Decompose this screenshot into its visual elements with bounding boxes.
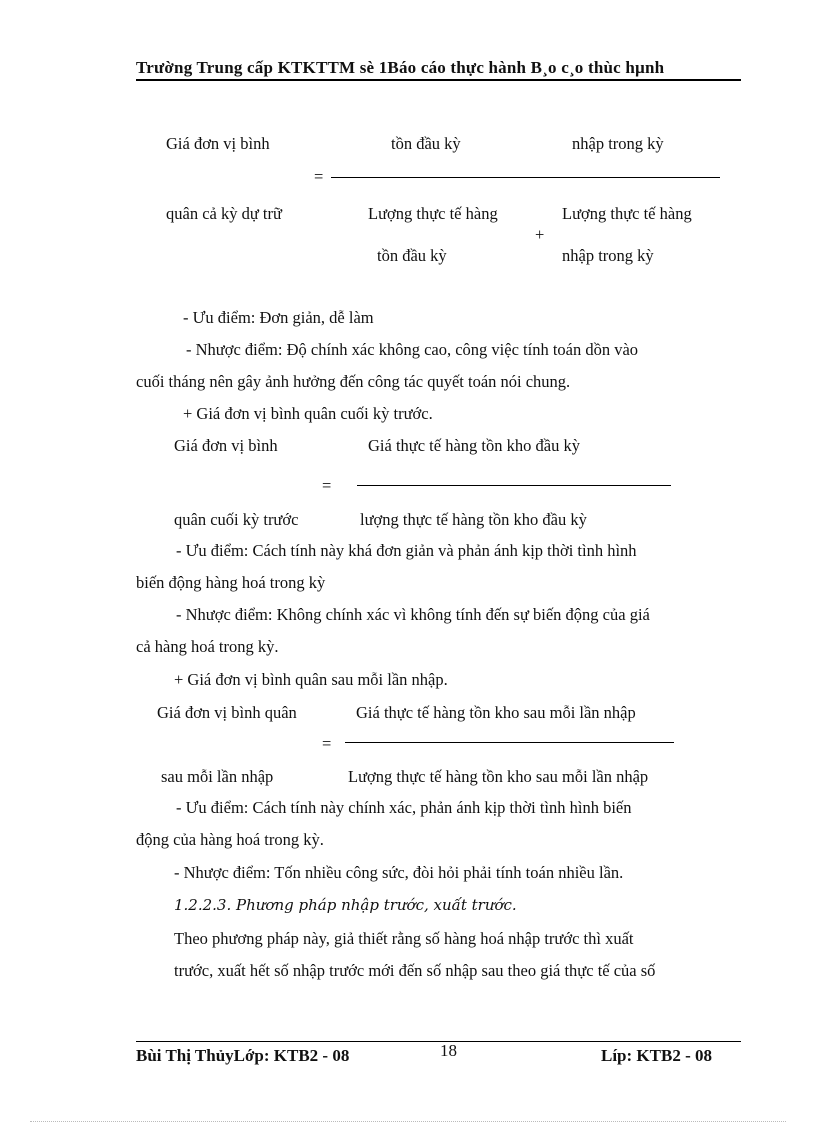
- body-paragraph: [174, 923, 738, 955]
- disadvantage-2-line2: cả hàng hoá trong kỳ.: [136, 637, 279, 656]
- disadvantage-3: - Nhược điểm: Tốn nhiều công sức, đòi hỏi phải tính toán nhiều lần.: [174, 863, 624, 882]
- method-2-heading: + Giá đơn vị bình quân cuối kỳ trước.: [183, 404, 433, 423]
- body-paragraph-line2: trước, xuất hết số nhập trước mới đến số nhập sau theo giá thực tế của số: [174, 961, 656, 980]
- formula1-denominator-a-line1: Lượng thực tế hàng: [368, 204, 498, 223]
- footer-rule: [136, 1041, 741, 1042]
- formula3-left-top: Giá đơn vị bình quân: [157, 703, 297, 722]
- formula2-denominator: lượng thực tế hàng tồn kho đầu kỳ: [360, 510, 587, 529]
- formula1-fraction-line: [331, 177, 720, 178]
- disadvantage-2-line1: - Nhược điểm: Không chính xác vì không tính đến sự biến động của giá: [176, 605, 650, 624]
- page-header: Trường Trung cấp KTKTTM sè 1Báo cáo thực hành B¸o c¸o thùc hµnh: [136, 58, 665, 77]
- body-paragraph-line1: Theo phương pháp này, giả thiết rằng số hàng hoá nhập trước thì xuất: [174, 929, 634, 948]
- advantage-3-line1: - Ưu điểm: Cách tính này chính xác, phản ánh kịp thời tình hình biến: [176, 798, 632, 817]
- advantage-3-line2: động của hàng hoá trong kỳ.: [136, 830, 324, 849]
- advantage-3: [136, 792, 738, 824]
- disadvantage-1: [136, 334, 738, 366]
- formula1-denominator-b-line2: nhập trong kỳ: [562, 246, 654, 265]
- formula2-numerator: Giá thực tế hàng tồn kho đầu kỳ: [368, 436, 580, 455]
- disadvantage-2: [136, 599, 738, 631]
- formula1-denominator-a-line2: tồn đầu kỳ: [377, 246, 447, 265]
- advantage-2-line2: biến động hàng hoá trong kỳ: [136, 573, 326, 592]
- disadvantage-1-line2: cuối tháng nên gây ảnh hưởng đến công tác quyết toán nói chung.: [136, 372, 571, 391]
- formula3-equals: =: [322, 734, 332, 753]
- formula1-left-top: Giá đơn vị bình: [166, 134, 270, 153]
- formula2-equals: =: [322, 476, 332, 495]
- section-heading: 1.2.2.3. Phương pháp nhập trước, xuất trước.: [174, 896, 517, 914]
- advantage-1: - Ưu điểm: Đơn giản, dễ làm: [183, 308, 374, 327]
- formula1-denominator-b-line1: Lượng thực tế hàng: [562, 204, 692, 223]
- formula3-left-bottom: sau mỗi lần nhập: [161, 767, 274, 786]
- page-edge-dots: [30, 1121, 786, 1122]
- footer-class-right: Líp: KTB2 - 08: [601, 1046, 712, 1065]
- advantage-2: [136, 535, 738, 567]
- formula2-fraction-line: [357, 485, 671, 486]
- formula3-denominator: Lượng thực tế hàng tồn kho sau mỗi lần nhập: [348, 767, 649, 786]
- formula1-equals: =: [314, 167, 324, 186]
- header-rule: [136, 79, 741, 81]
- formula2-left-bottom: quân cuối kỳ trước: [174, 510, 299, 529]
- formula3-numerator: Giá thực tế hàng tồn kho sau mỗi lần nhập: [356, 703, 636, 722]
- page-number: 18: [440, 1041, 457, 1060]
- disadvantage-1-line1: - Nhược điểm: Độ chính xác không cao, công việc tính toán dồn vào: [186, 340, 639, 359]
- formula1-left-bottom: quân cả kỳ dự trữ: [166, 204, 282, 223]
- footer-author-class: Bùi Thị ThủyLớp: KTB2 - 08: [136, 1046, 350, 1065]
- formula3-fraction-line: [345, 742, 674, 743]
- formula1-numerator-b: nhập trong kỳ: [572, 134, 664, 153]
- method-3-heading: + Giá đơn vị bình quân sau mỗi lần nhập.: [174, 670, 448, 689]
- advantage-2-line1: - Ưu điểm: Cách tính này khá đơn giản và phản ánh kịp thời tình hình: [176, 541, 637, 560]
- formula1-numerator-a: tồn đầu kỳ: [391, 134, 461, 153]
- formula1-plus: +: [535, 225, 545, 244]
- formula2-left-top: Giá đơn vị bình: [174, 436, 278, 455]
